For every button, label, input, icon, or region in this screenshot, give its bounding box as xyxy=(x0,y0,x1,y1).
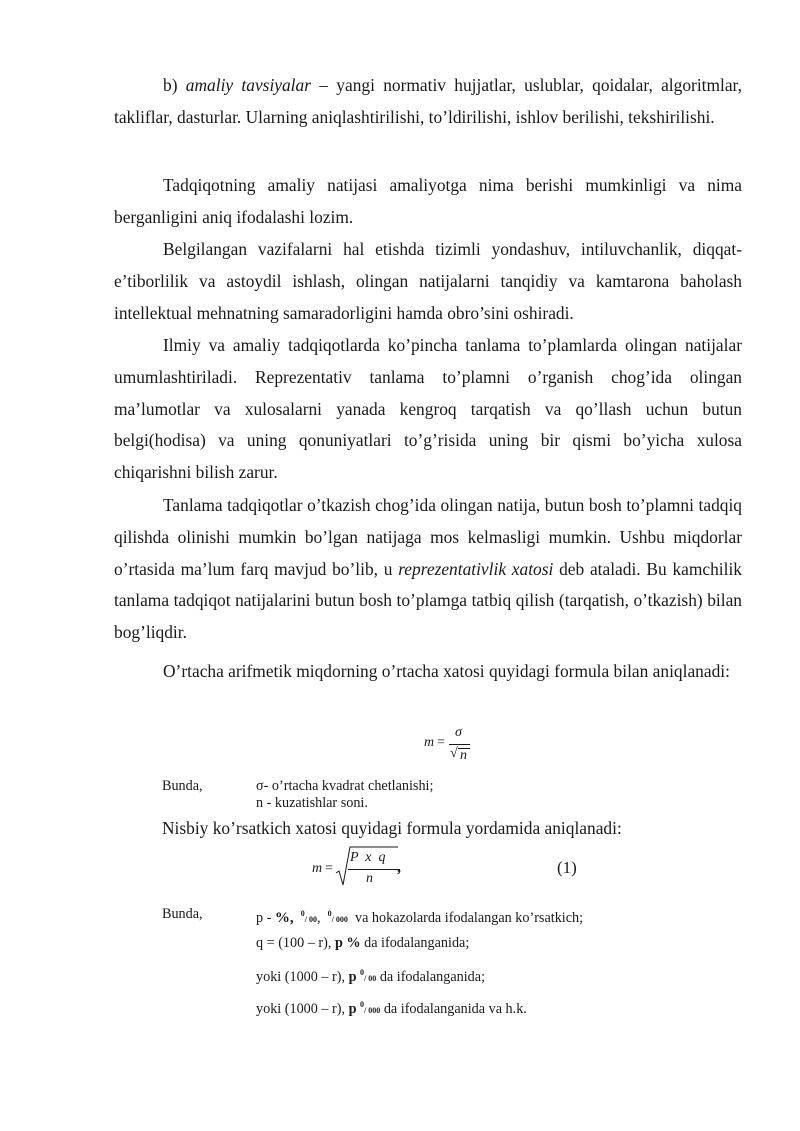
bunda-label: Bunda, xyxy=(162,778,203,794)
p-symbol: p xyxy=(348,969,361,985)
paragraph-text: deb ataladi. Bu kamchilik tanlama tadqiqot natijalarini butun bosh to’plamga tatbiq qilish (tarqatish, o’tkazish) bilan bog’liqdir. xyxy=(114,558,742,643)
fraction-bar xyxy=(348,869,400,870)
p-symbol: p xyxy=(348,1001,361,1017)
paragraph-reprezentativlik xyxy=(114,490,742,649)
permille-superscript: 0 xyxy=(360,968,365,977)
sqrt-sign: √ xyxy=(450,746,458,761)
paragraph-ortacha-xato: O’rtacha arifmetik miqdorning o’rtacha xatosi quyidagi formula bilan aniqlanadi: xyxy=(163,661,730,681)
permille-superscript: 0 xyxy=(300,909,305,918)
prodecimille-superscript: 0 xyxy=(327,909,332,918)
paragraph-amaliy-tavsiyalar xyxy=(114,70,742,134)
text: va hokazolarda ifodalangan ko’rsatkich; xyxy=(351,910,584,926)
permille-denominator: / 00 xyxy=(304,915,317,924)
formula-numerator: P x q xyxy=(350,850,386,865)
definition-q-prodecimille xyxy=(256,996,527,1020)
text: yoki (1000 – r), xyxy=(256,969,349,985)
text: da ifodalanganida va h.k. xyxy=(380,1001,527,1017)
formula-number: (1) xyxy=(557,858,577,877)
formula-equals: = xyxy=(437,735,445,750)
term-amaliy-tavsiyalar: amaliy tavsiyalar xyxy=(185,75,311,95)
text: yoki (1000 – r), xyxy=(256,1001,349,1017)
text: da ifodalanganida; xyxy=(360,935,470,951)
fraction-bar xyxy=(449,744,470,745)
definition-q-percent xyxy=(256,934,469,952)
formula-lhs: m xyxy=(312,861,323,876)
text: da ifodalanganida; xyxy=(376,969,486,985)
definition-sigma: σ- o’rtacha kvadrat chetlanishi; xyxy=(256,778,434,794)
text: p - xyxy=(256,910,275,926)
formula-numerator-sigma: σ xyxy=(455,725,462,740)
bunda-label: Bunda, xyxy=(162,906,203,922)
p-percent: p % xyxy=(334,935,361,951)
formula-denominator-n: n xyxy=(460,748,467,763)
prodecimille-denominator: / 000 xyxy=(364,1006,381,1015)
percent-sign: %, xyxy=(274,910,294,926)
formula-comma: , xyxy=(397,859,401,876)
permille-denominator: / 00 xyxy=(364,974,377,983)
formula-denominator-n: n xyxy=(366,871,373,886)
formula-lhs: m xyxy=(424,735,435,750)
paragraph-vazifalar: Belgilangan vazifalarni hal etishda tizimli yondashuv, intiluvchanlik, diqqat-e’tiborlilik va astoydil ishlash, olingan natijalarni tanqidiy va kamtarona baholash intellektual mehnatning samaradorligini hamda obro’sini oshiradi. xyxy=(114,239,742,323)
paragraph-text: – yangi normativ hujjatlar, uslublar, qoidalar, algoritmlar, takliflar, dasturlar. Ularning aniqlashtirilishi, to’ldirilishi, ishlov berilishi, tekshirilishi. xyxy=(114,75,743,127)
paragraph-nisbiy-xato: Nisbiy ko’rsatkich xatosi quyidagi formula yordamida aniqlanadi: xyxy=(162,818,622,838)
paragraph-text: Tanlama tadqiqotlar o’tkazish chog’ida olingan natija, butun bosh to’plamni tadqiq qilishda olinishi mumkin bo’lgan natijaga mos kelmasligi mumkin. Ushbu miqdorlar o’rtasida ma’lum farq mavjud bo’lib, u xyxy=(114,495,742,579)
list-marker: b) xyxy=(163,75,186,95)
paragraph-amaliy-natija: Tadqiqotning amaliy natijasi amaliyotga nima berishi mumkinligi va nima berganligini aniq ifodalashi lozim. xyxy=(114,175,742,227)
definition-p: p - %, $^0$/ 00, $^0$/ 000 va hokazolarda ifodalangan ko’rsatkich; xyxy=(256,909,584,926)
text: q = (100 – r), xyxy=(256,935,335,951)
prodecimille-superscript: 0 xyxy=(360,1000,365,1009)
paragraph-tanlama: Ilmiy va amaliy tadqiqotlarda ko’pincha tanlama to’plamlarda olingan natijalar umumlashtiriladi. Reprezentativ tanlama to’plamni o’rganish chog’ida olingan ma’lumotlar va xulosalarni yanada kengroq tarqatish va qo’llash uchun butun belgi(hodisa) va uning qonuniyatlari to’g’risida uning bir qismi bo’yicha xulosa chiqarishni bilish zarur. xyxy=(114,335,742,483)
definition-q-permille xyxy=(256,964,485,988)
definition-n: n - kuzatishlar soni. xyxy=(256,795,368,811)
term-reprezentativlik-xatosi: reprezentativlik xatosi xyxy=(398,558,554,579)
prodecimille-denominator: / 000 xyxy=(331,915,348,924)
formula-equals: = xyxy=(325,861,333,876)
